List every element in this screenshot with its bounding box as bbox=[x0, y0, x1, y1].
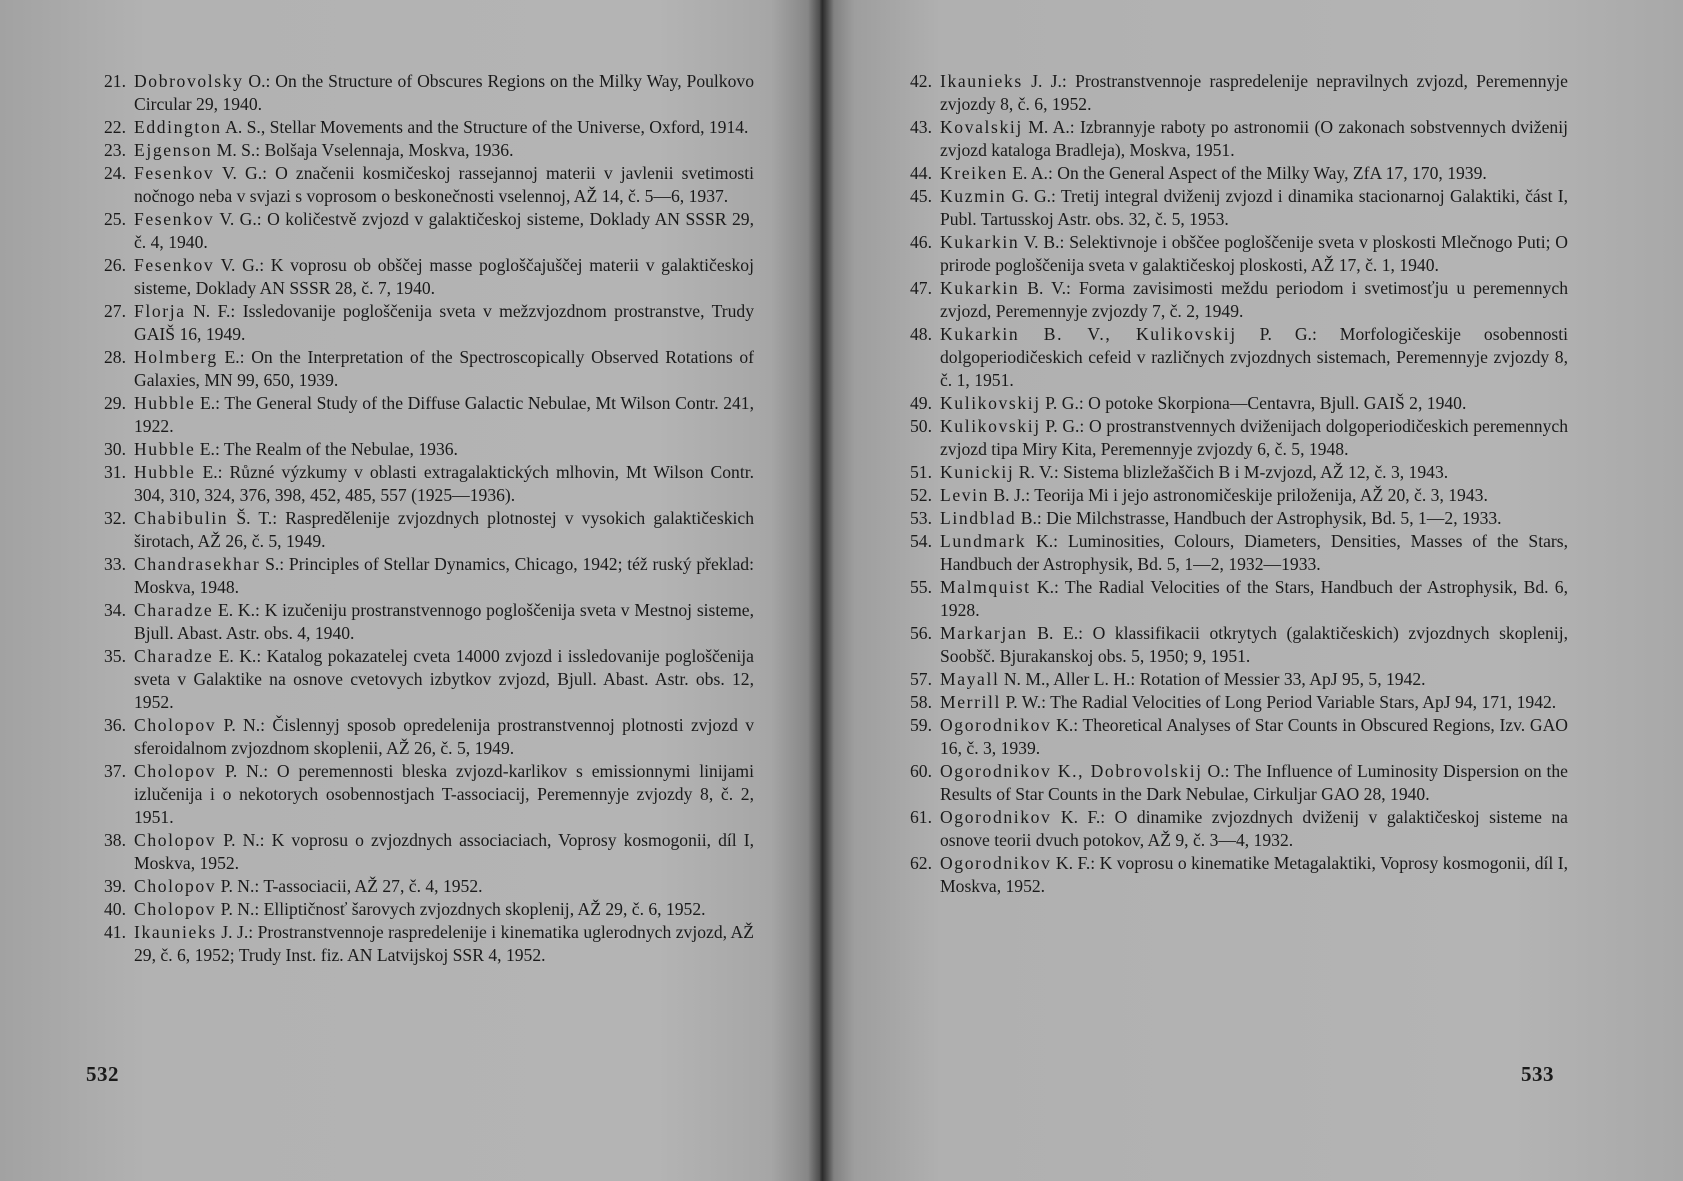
reference-details: P. N.: Elliptičnosť šarovych zvjozdnych skoplenij, AŽ 29, č. 6, 1952. bbox=[216, 899, 706, 919]
reference-number: 22. bbox=[104, 117, 126, 137]
reference-details: A. S., Stellar Movements and the Structure of the Universe, Oxford, 1914. bbox=[221, 117, 749, 137]
reference-number: 47. bbox=[910, 278, 932, 298]
reference-details: E.: The General Study of the Diffuse Galactic Nebulae, Mt Wilson Contr. 241, 1922. bbox=[134, 393, 754, 436]
reference-details: B. V.: Forma zavisimosti meždu periodom i svetimosťju u peremennych zvjozd, Peremennyje zvjozdy 7, č. 2, 1949. bbox=[940, 278, 1568, 321]
reference-author: Florja bbox=[134, 301, 186, 321]
reference-author: Lundmark bbox=[940, 531, 1027, 551]
reference-text bbox=[940, 530, 1568, 576]
reference-details: E. K.: Katalog pokazatelej cveta 14000 zvjozd i issledovanije pogloščenija sveta v Galaktike na osnove cvetovych izbytkov zvjozd, Bjull. Abast. Astr. obs. 12, 1952. bbox=[134, 646, 754, 712]
reference-text bbox=[940, 484, 1568, 507]
reference-text bbox=[940, 277, 1568, 323]
reference-number: 28. bbox=[104, 347, 126, 367]
reference-author: Hubble bbox=[134, 393, 196, 413]
reference-text bbox=[134, 599, 754, 645]
reference-number: 45. bbox=[910, 186, 932, 206]
reference-text bbox=[940, 691, 1568, 714]
reference-details: G. G.: Tretij integral dviženij zvjozd i dinamika stacionarnoj Galaktiki, část I, Publ. Tartusskoj Astr. obs. 32, č. 5, 1953. bbox=[940, 186, 1568, 229]
reference-author: Ogorodnikov bbox=[940, 853, 1052, 873]
reference-text bbox=[940, 622, 1568, 668]
reference-text bbox=[940, 852, 1568, 898]
reference-entry bbox=[890, 277, 1568, 323]
reference-details: P. N.: Čislennyj sposob opredelenija prostranstvennoj plotnosti zvjozd v sferoidalnom zvjozdnom skoplenii, AŽ 26, č. 5, 1949. bbox=[134, 715, 754, 758]
reference-number: 30. bbox=[104, 439, 126, 459]
reference-number: 52. bbox=[910, 485, 932, 505]
reference-text bbox=[134, 162, 754, 208]
reference-text bbox=[134, 438, 754, 461]
right-page-number: 533 bbox=[1521, 1062, 1554, 1086]
reference-author: Ikaunieks bbox=[134, 922, 217, 942]
reference-details: P. G.: O prostranstvennych dviženijach dolgoperiodičeskich peremennych zvjozd tipa Miry Kita, Peremennyje zvjozdy 6, č. 5, 1948. bbox=[940, 416, 1568, 459]
reference-number: 32. bbox=[104, 508, 126, 528]
reference-number: 37. bbox=[104, 761, 126, 781]
reference-entry bbox=[890, 392, 1568, 415]
reference-author: Levin bbox=[940, 485, 990, 505]
reference-number: 40. bbox=[104, 899, 126, 919]
reference-author: Holmberg bbox=[134, 347, 218, 367]
reference-author: Cholopov bbox=[134, 830, 217, 850]
reference-text bbox=[134, 70, 754, 116]
reference-text bbox=[940, 116, 1568, 162]
reference-entry bbox=[84, 875, 754, 898]
reference-number: 26. bbox=[104, 255, 126, 275]
reference-author: Cholopov bbox=[134, 899, 217, 919]
reference-details: K.: Luminosities, Colours, Diameters, Densities, Masses of the Stars, Handbuch der Astrophysik, Bd. 5, 1—2, 1932—1933. bbox=[940, 531, 1568, 574]
reference-author: Kunickij bbox=[940, 462, 1015, 482]
reference-author: Cholopov bbox=[134, 761, 217, 781]
reference-author: Dobrovolsky bbox=[134, 71, 244, 91]
reference-details: O.: The Influence of Luminosity Dispersion on the Results of Star Counts in the Dark Nebulae, Cirkuljar GAO 28, 1940. bbox=[940, 761, 1568, 804]
reference-text bbox=[134, 392, 754, 438]
reference-number: 48. bbox=[910, 324, 932, 344]
reference-text bbox=[940, 70, 1568, 116]
reference-details: V. B.: Selektivnoje i obščee pogloščenije sveta v ploskosti Mlečnogo Puti; O prirode pogloščenija sveta v galaktičeskoj ploskosti, AŽ 17, č. 1, 1940. bbox=[940, 232, 1568, 275]
reference-number: 34. bbox=[104, 600, 126, 620]
left-reference-list bbox=[84, 70, 754, 967]
reference-number: 21. bbox=[104, 71, 126, 91]
reference-number: 44. bbox=[910, 163, 932, 183]
reference-text bbox=[134, 714, 754, 760]
reference-author: Markarjan bbox=[940, 623, 1028, 643]
reference-details: P. G.: O potoke Skorpiona—Centavra, Bjull. GAIŠ 2, 1940. bbox=[1040, 393, 1467, 413]
reference-author: Merrill bbox=[940, 692, 1002, 712]
reference-author: Kreiken bbox=[940, 163, 1008, 183]
reference-entry bbox=[890, 576, 1568, 622]
reference-details: Š. T.: Raspredělenije zvjozdnych plotnostej v vysokich galaktičeskich širotach, AŽ 26, č. 5, 1949. bbox=[134, 508, 754, 551]
reference-entry bbox=[84, 116, 754, 139]
reference-number: 36. bbox=[104, 715, 126, 735]
reference-text bbox=[134, 507, 754, 553]
reference-author: Hubble bbox=[134, 462, 196, 482]
reference-number: 27. bbox=[104, 301, 126, 321]
right-page bbox=[820, 0, 1683, 1181]
reference-author: Charadze bbox=[134, 600, 214, 620]
reference-entry bbox=[84, 921, 754, 967]
reference-number: 46. bbox=[910, 232, 932, 252]
reference-author: Mayall bbox=[940, 669, 1000, 689]
reference-text bbox=[134, 829, 754, 875]
reference-number: 49. bbox=[910, 393, 932, 413]
reference-number: 51. bbox=[910, 462, 932, 482]
right-reference-list bbox=[890, 70, 1568, 898]
reference-details: N. F.: Issledovanije pogloščenija sveta v mežzvjozdnom prostranstve, Trudy GAIŠ 16, 1949. bbox=[134, 301, 754, 344]
reference-entry bbox=[84, 599, 754, 645]
reference-author: Cholopov bbox=[134, 715, 217, 735]
reference-entry bbox=[84, 829, 754, 875]
reference-author: Ikaunieks bbox=[940, 71, 1023, 91]
reference-entry bbox=[890, 162, 1568, 185]
reference-number: 23. bbox=[104, 140, 126, 160]
reference-entry bbox=[84, 645, 754, 714]
reference-number: 55. bbox=[910, 577, 932, 597]
reference-entry bbox=[890, 714, 1568, 760]
reference-number: 60. bbox=[910, 761, 932, 781]
reference-text bbox=[134, 254, 754, 300]
reference-number: 24. bbox=[104, 163, 126, 183]
reference-details: K. F.: O dinamike zvjozdnych dviženij v galaktičeskoj sisteme na osnove teorii dvuch potokov, AŽ 9, č. 3—4, 1932. bbox=[940, 807, 1568, 850]
reference-details: P. N.: K voprosu o zvjozdnych associaciach, Voprosy kosmogonii, díl I, Moskva, 1952. bbox=[134, 830, 754, 873]
left-page bbox=[0, 0, 820, 1181]
reference-details: P. G.: Morfologičeskije osobennosti dolgoperiodičeskich cefeid v različnych zvjozdnych sistemach, Peremennyje zvjozdy 8, č. 1, 1951. bbox=[940, 324, 1568, 390]
reference-details: V. G.: K voprosu ob obščej masse pogloščajuščej materii v galaktičeskoj sisteme, Doklady AN SSSR 28, č. 7, 1940. bbox=[134, 255, 754, 298]
reference-details: E. K.: K izučeniju prostranstvennogo pogloščenija sveta v Mestnoj sisteme, Bjull. Abast. Astr. obs. 4, 1940. bbox=[134, 600, 754, 643]
reference-entry bbox=[890, 691, 1568, 714]
reference-author: Fesenkov bbox=[134, 209, 215, 229]
reference-number: 31. bbox=[104, 462, 126, 482]
reference-entry bbox=[84, 162, 754, 208]
reference-author: Kovalskij bbox=[940, 117, 1023, 137]
reference-number: 41. bbox=[104, 922, 126, 942]
reference-author: Ogorodnikov bbox=[940, 807, 1052, 827]
reference-entry bbox=[890, 185, 1568, 231]
reference-entry bbox=[84, 760, 754, 829]
reference-details: E. A.: On the General Aspect of the Milky Way, ZfA 17, 170, 1939. bbox=[1007, 163, 1487, 183]
reference-text bbox=[134, 898, 754, 921]
reference-text bbox=[134, 645, 754, 714]
left-page-number: 532 bbox=[86, 1062, 119, 1086]
reference-entry bbox=[890, 461, 1568, 484]
reference-entry bbox=[84, 139, 754, 162]
reference-text bbox=[940, 576, 1568, 622]
reference-text bbox=[134, 461, 754, 507]
reference-text bbox=[134, 116, 754, 139]
reference-details: B. J.: Teorija Mi i jejo astronomičeskije priloženija, AŽ 20, č. 3, 1943. bbox=[989, 485, 1488, 505]
reference-author: Hubble bbox=[134, 439, 196, 459]
reference-number: 39. bbox=[104, 876, 126, 896]
reference-entry bbox=[890, 415, 1568, 461]
reference-entry bbox=[84, 254, 754, 300]
reference-entry bbox=[84, 208, 754, 254]
reference-entry bbox=[890, 530, 1568, 576]
reference-text bbox=[940, 461, 1568, 484]
reference-author: Fesenkov bbox=[134, 163, 215, 183]
reference-entry bbox=[890, 507, 1568, 530]
reference-entry bbox=[84, 553, 754, 599]
reference-author: Cholopov bbox=[134, 876, 217, 896]
reference-entry bbox=[84, 461, 754, 507]
reference-entry bbox=[84, 898, 754, 921]
reference-number: 43. bbox=[910, 117, 932, 137]
reference-author: Kukarkin B. V., Kulikovskij bbox=[940, 324, 1237, 344]
reference-details: S.: Principles of Stellar Dynamics, Chicago, 1942; též ruský překlad: Moskva, 1948. bbox=[134, 554, 754, 597]
reference-number: 62. bbox=[910, 853, 932, 873]
reference-number: 61. bbox=[910, 807, 932, 827]
reference-author: Malmquist bbox=[940, 577, 1031, 597]
reference-author: Fesenkov bbox=[134, 255, 215, 275]
reference-details: M. A.: Izbrannyje raboty po astronomii (O zakonach sobstvennych dviženij zvjozd kataloga Bradleja), Moskva, 1951. bbox=[940, 117, 1568, 160]
reference-entry bbox=[890, 852, 1568, 898]
reference-details: M. S.: Bolšaja Vselennaja, Moskva, 1936. bbox=[212, 140, 514, 160]
reference-entry bbox=[84, 438, 754, 461]
reference-entry bbox=[890, 806, 1568, 852]
reference-entry bbox=[890, 323, 1568, 392]
reference-number: 53. bbox=[910, 508, 932, 528]
reference-entry bbox=[84, 300, 754, 346]
reference-text bbox=[940, 714, 1568, 760]
reference-entry bbox=[890, 70, 1568, 116]
reference-text bbox=[940, 760, 1568, 806]
reference-details: E.: The Realm of the Nebulae, 1936. bbox=[195, 439, 458, 459]
reference-details: J. J.: Prostranstvennoje raspredelenije i kinematika uglerodnych zvjozd, AŽ 29, č. 6, 1952; Trudy Inst. fiz. AN Latvijskoj SSR 4, 1952. bbox=[134, 922, 754, 965]
reference-entry bbox=[84, 346, 754, 392]
reference-number: 58. bbox=[910, 692, 932, 712]
reference-number: 33. bbox=[104, 554, 126, 574]
reference-details: V. G.: O značenii kosmičeskoj rassejannoj materii v javlenii svetimosti nočnogo neba v svjazi s voprosom o beskonečnosti vselennoj, AŽ 14, č. 5—6, 1937. bbox=[134, 163, 754, 206]
reference-text bbox=[134, 208, 754, 254]
reference-number: 50. bbox=[910, 416, 932, 436]
reference-author: Chandrasekhar bbox=[134, 554, 261, 574]
reference-details: E.: Různé výzkumy v oblasti extragalaktických mlhovin, Mt Wilson Contr. 304, 310, 324, 376, 398, 452, 485, 557 (1925—1936). bbox=[134, 462, 754, 505]
reference-author: Kulikovskij bbox=[940, 393, 1041, 413]
reference-details: V. G.: O količestvě zvjozd v galaktičeskoj sisteme, Doklady AN SSSR 29, č. 4, 1940. bbox=[134, 209, 754, 252]
reference-author: Ogorodnikov K., Dobrovolskij bbox=[940, 761, 1203, 781]
reference-text bbox=[134, 875, 754, 898]
reference-details: P. N.: T-associacii, AŽ 27, č. 4, 1952. bbox=[216, 876, 483, 896]
reference-text bbox=[940, 162, 1568, 185]
reference-text bbox=[940, 323, 1568, 392]
reference-text bbox=[134, 760, 754, 829]
reference-text bbox=[940, 507, 1568, 530]
reference-text bbox=[134, 346, 754, 392]
reference-number: 42. bbox=[910, 71, 932, 91]
reference-author: Kukarkin bbox=[940, 232, 1020, 252]
reference-entry bbox=[890, 622, 1568, 668]
reference-author: Kuzmin bbox=[940, 186, 1007, 206]
reference-text bbox=[134, 300, 754, 346]
reference-entry bbox=[890, 668, 1568, 691]
reference-entry bbox=[890, 116, 1568, 162]
reference-details: B.: Die Milchstrasse, Handbuch der Astrophysik, Bd. 5, 1—2, 1933. bbox=[1016, 508, 1502, 528]
reference-author: Chabibulin bbox=[134, 508, 229, 528]
reference-entry bbox=[84, 507, 754, 553]
reference-entry bbox=[84, 70, 754, 116]
reference-text bbox=[940, 415, 1568, 461]
reference-details: R. V.: Sistema blizležaščich B i M-zvjozd, AŽ 12, č. 3, 1943. bbox=[1014, 462, 1449, 482]
reference-details: P. W.: The Radial Velocities of Long Period Variable Stars, ApJ 94, 171, 1942. bbox=[1001, 692, 1557, 712]
reference-details: O.: On the Structure of Obscures Regions on the Milky Way, Poulkovo Circular 29, 1940. bbox=[134, 71, 754, 114]
reference-text bbox=[940, 806, 1568, 852]
reference-text bbox=[940, 668, 1568, 691]
reference-author: Kukarkin bbox=[940, 278, 1020, 298]
reference-details: K. F.: K voprosu o kinematike Metagalaktiki, Voprosy kosmogonii, díl I, Moskva, 1952. bbox=[940, 853, 1568, 896]
reference-text bbox=[940, 185, 1568, 231]
reference-author: Charadze bbox=[134, 646, 214, 666]
reference-details: P. N.: O peremennosti bleska zvjozd-karlikov s emissionnymi linijami izlučenija i o nekotorych osobennostjach T-associacij, Peremennyje zvjozdy 8, č. 2, 1951. bbox=[134, 761, 754, 827]
reference-text bbox=[940, 231, 1568, 277]
reference-entry bbox=[84, 714, 754, 760]
reference-author: Lindblad bbox=[940, 508, 1017, 528]
reference-number: 38. bbox=[104, 830, 126, 850]
reference-entry bbox=[890, 484, 1568, 507]
reference-details: K.: Theoretical Analyses of Star Counts in Obscured Regions, Izv. GAO 16, č. 3, 1939. bbox=[940, 715, 1568, 758]
reference-number: 59. bbox=[910, 715, 932, 735]
reference-number: 25. bbox=[104, 209, 126, 229]
reference-details: B. E.: O klassifikacii otkrytych (galaktičeskich) zvjozdnych skoplenij, Soobšč. Bjurakanskoj obs. 5, 1950; 9, 1951. bbox=[940, 623, 1568, 666]
reference-text bbox=[134, 921, 754, 967]
reference-details: J. J.: Prostranstvennoje raspredelenije nepravilnych zvjozd, Peremennyje zvjozdy 8, č. 6, 1952. bbox=[940, 71, 1568, 114]
reference-number: 29. bbox=[104, 393, 126, 413]
reference-number: 54. bbox=[910, 531, 932, 551]
reference-details: K.: The Radial Velocities of the Stars, Handbuch der Astrophysik, Bd. 6, 1928. bbox=[940, 577, 1568, 620]
reference-author: Ogorodnikov bbox=[940, 715, 1052, 735]
reference-details: E.: On the Interpretation of the Spectroscopically Observed Rotations of Galaxies, MN 99, 650, 1939. bbox=[134, 347, 754, 390]
reference-text bbox=[134, 553, 754, 599]
reference-text bbox=[940, 392, 1568, 415]
reference-number: 57. bbox=[910, 669, 932, 689]
reference-details: N. M., Aller L. H.: Rotation of Messier 33, ApJ 95, 5, 1942. bbox=[999, 669, 1426, 689]
reference-text bbox=[134, 139, 754, 162]
reference-number: 35. bbox=[104, 646, 126, 666]
reference-entry bbox=[84, 392, 754, 438]
reference-entry bbox=[890, 231, 1568, 277]
book-gutter bbox=[808, 0, 834, 1181]
reference-author: Eddington bbox=[134, 117, 222, 137]
reference-author: Kulikovskij bbox=[940, 416, 1041, 436]
reference-number: 56. bbox=[910, 623, 932, 643]
reference-entry bbox=[890, 760, 1568, 806]
reference-author: Ejgenson bbox=[134, 140, 213, 160]
